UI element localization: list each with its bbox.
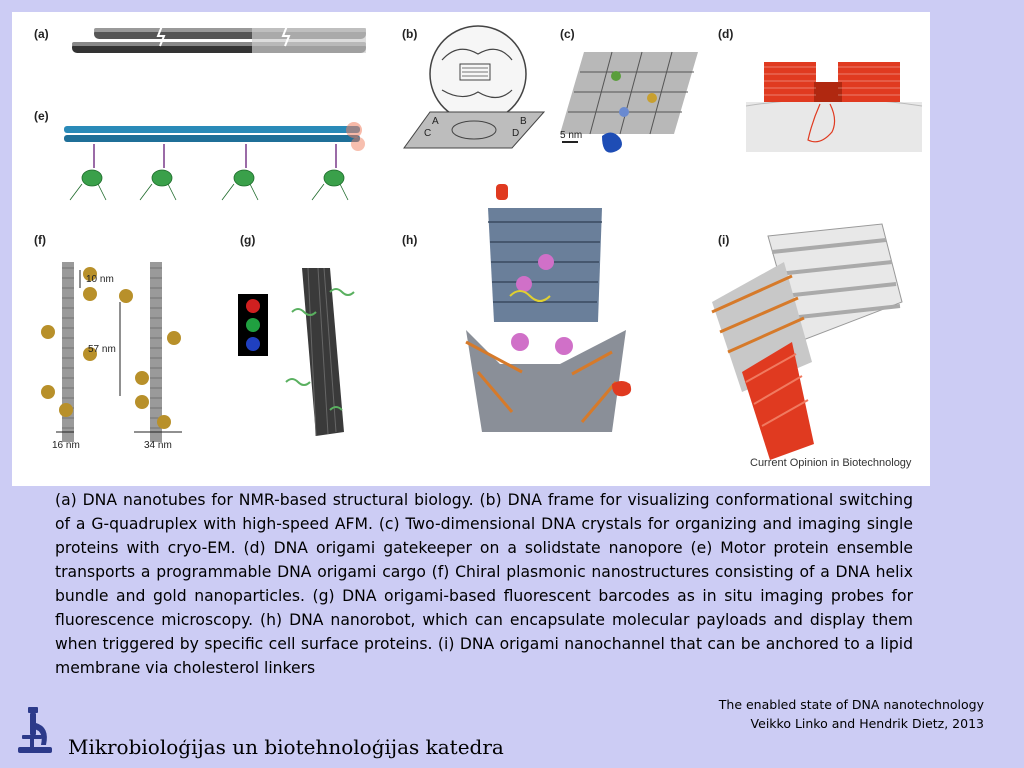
panel-label-d: (d): [718, 27, 734, 41]
panel-g-barcodes: [238, 268, 354, 436]
citation-authors: Veikko Linko and Hendrik Dietz, 2013: [750, 716, 984, 731]
panel-a-nanotubes: [72, 26, 366, 53]
frame-label-d: D: [512, 128, 520, 139]
dimension-10nm: 10 nm: [86, 274, 114, 285]
frame-label-a: A: [432, 116, 439, 127]
figure-caption: (a) DNA nanotubes for NMR-based structural biology. (b) DNA frame for visualizing conformational switching of a G-quadruplex with high-speed AFM. (c) Two-dimensional DNA crystals for organizing and imaging single proteins with cryo-EM. (d) DNA origami gatekeeper on a solidstate nanopore (e) Motor protein ensemble transports a programmable DNA origami cargo (f) Chiral plasmonic nanostructures consisting of a DNA helix bundle and gold nanoparticles. (g) DNA origami-based fluorescent barcodes as in situ imaging probes for fluorescence microscopy. (h) DNA nanorobot, which can encapsulate molecular payloads and display them when triggered by specific cell surface proteins. (i) DNA origami nanochannel that can be anchored to a lipid membrane via cholesterol linkers: [55, 491, 913, 677]
panel-b-dna-frame: [404, 26, 544, 148]
dimension-16nm: 16 nm: [52, 440, 80, 451]
frame-label-c: C: [424, 128, 432, 139]
dimension-57nm: 57 nm: [88, 344, 116, 355]
panel-label-i: (i): [718, 233, 730, 247]
panel-label-e: (e): [34, 109, 49, 123]
panel-label-c: (c): [560, 27, 575, 41]
dimension-34nm: 34 nm: [144, 440, 172, 451]
frame-label-b: B: [520, 116, 527, 127]
panel-f-plasmonic: [41, 262, 182, 451]
panel-h-nanorobot: [466, 184, 631, 432]
figure-panel: [12, 12, 930, 486]
panel-e-motor-transport: [64, 122, 365, 200]
microscope-icon: [10, 703, 58, 759]
panel-label-f: (f): [34, 233, 46, 247]
scale-5nm: 5 nm: [560, 130, 583, 141]
panel-label-h: (h): [402, 233, 418, 247]
panel-i-nanochannel: [712, 224, 902, 460]
panel-label-a: (a): [34, 27, 49, 41]
citation: [719, 695, 984, 733]
panel-label-b: (b): [402, 27, 418, 41]
source-label: Current Opinion in Biotechnology: [750, 457, 912, 469]
panel-d-gatekeeper: [746, 62, 922, 152]
department-name: Mikrobioloģijas un biotehnoloģijas katedra: [68, 735, 504, 759]
panel-label-g: (g): [240, 233, 256, 247]
figure-artwork: [12, 12, 930, 486]
citation-title: The enabled state of DNA nanotechnology: [718, 697, 984, 712]
panel-c-dna-crystal: [560, 52, 698, 153]
